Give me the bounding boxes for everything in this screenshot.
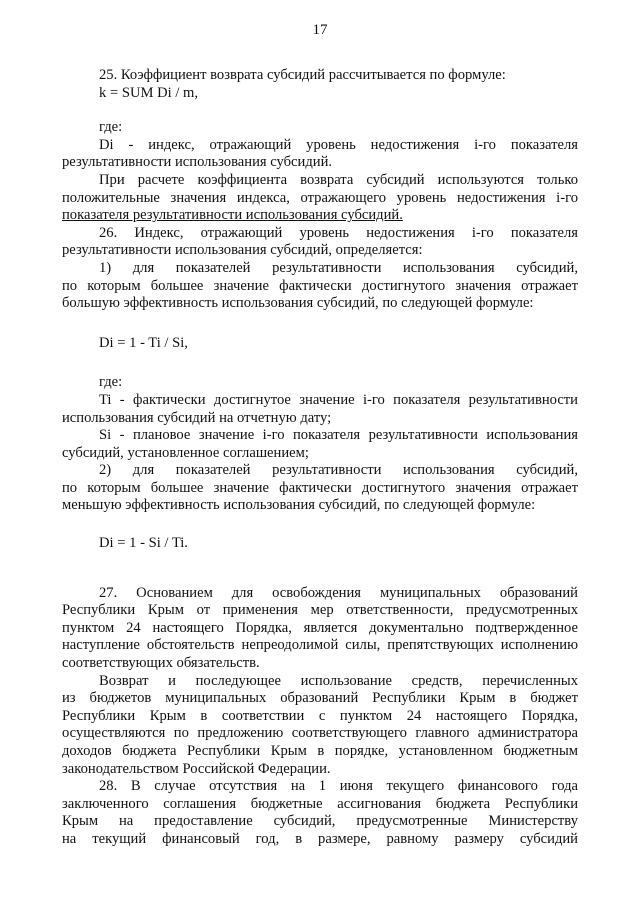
formula-di-2: Di = 1 - Si / Ti. bbox=[99, 535, 188, 552]
paragraph-28: 28. В случае отсутствия на 1 июня текущего финансового года заключенного соглашения бюджетные ассигнования бюджета Республики Крым на предоставление субсидий, предусмотренные Министерству на текущий финансовый год, в размере, равному размеру субсидий bbox=[62, 778, 578, 847]
document-body bbox=[62, 67, 578, 849]
formula-di-1: Di = 1 - Ti / Si, bbox=[99, 334, 188, 351]
paragraph-positive-values: При расчете коэффициента возврата субсидий используются только положительные значения индекса, отражающего уровень недостижения i-го показателя результативности использования субсидий. bbox=[62, 171, 578, 224]
definition-ti: Ti - фактически достигнутое значение i-го показателя результативности использования субсидий на отчетную дату; bbox=[62, 391, 578, 426]
where-label-2: где: bbox=[99, 374, 123, 391]
definition-si: Si - плановое значение i-го показателя результативности использования субсидий, установленное соглашением; bbox=[62, 427, 578, 461]
paragraph-return: Возврат и последующее использование средств, перечисленных из бюджетов муниципальных образований Республики Крым в бюджет Республики Крым в соответствии с пунктом 24 настоящего Порядка, осуществляются по предложению соответствующего главного администратора доходов бюджета Республики Крым в порядке, установленном бюджетным законодательством Российской Федерации. bbox=[62, 672, 578, 777]
paragraph-26: 26. Индекс, отражающий уровень недостижения i-го показателя результативности использования субсидий, определяется: bbox=[62, 224, 578, 259]
case-2: 2) для показателей результативности использования субсидий, по которым большее значение фактически достигнутого значения отражает меньшую эффективность использования субсидий, по следующей формуле: bbox=[62, 462, 578, 514]
page-number: 17 bbox=[312, 22, 328, 38]
definition-di: Di - индекс, отражающий уровень недостижения i-го показателя результативности использования субсидий. bbox=[62, 136, 578, 171]
formula-k: k = SUM Di / m, bbox=[99, 84, 199, 101]
where-label: где: bbox=[99, 119, 123, 136]
paragraph-25-heading: 25. Коэффициент возврата субсидий рассчитывается по формуле: bbox=[99, 67, 506, 83]
paragraph-27: 27. Основанием для освобождения муниципальных образований Республики Крым от применения мер ответственности, предусмотренных пунктом 24 настоящего Порядка, является документально подтвержденное наступление обстоятельств непреодолимой силы, препятствующих исполнению соответствующих обязательств. bbox=[62, 584, 578, 672]
case-1: 1) для показателей результативности использования субсидий, по которым большее значение фактически достигнутого значения отражает большую эффективность использования субсидий, по следующей формуле: bbox=[62, 259, 578, 312]
